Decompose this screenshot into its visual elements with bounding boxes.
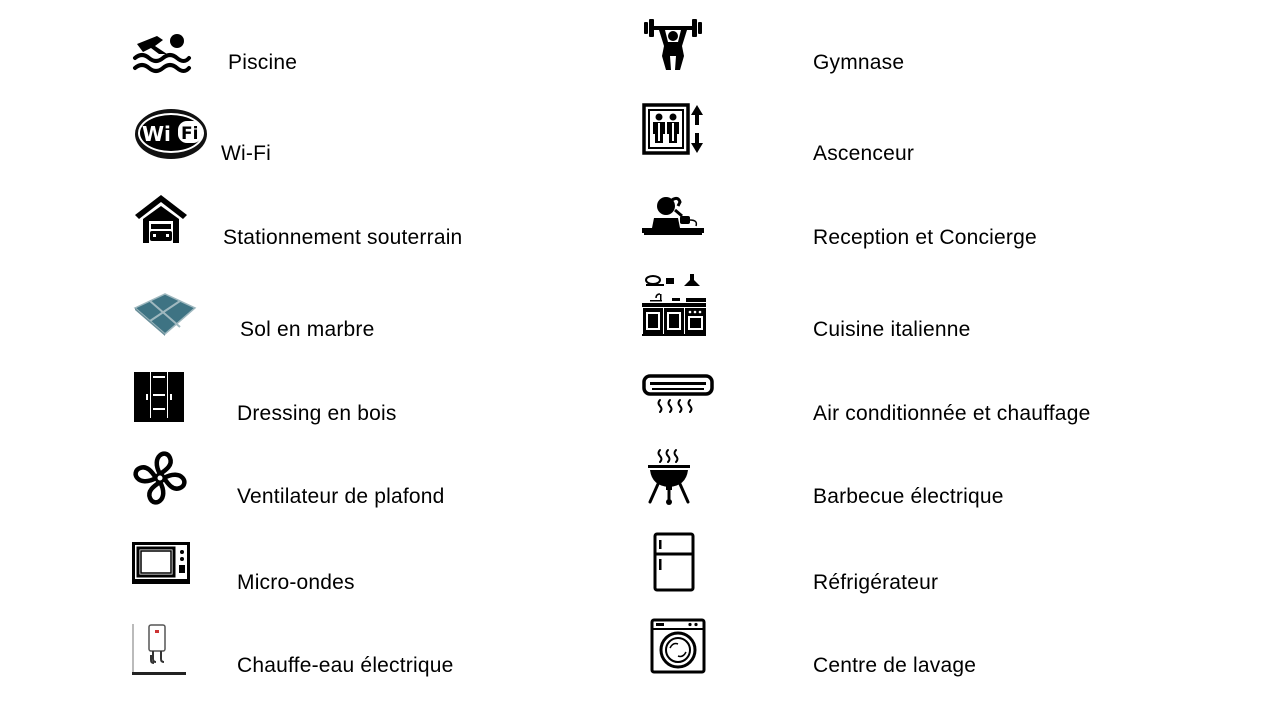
elevator-icon <box>642 103 706 155</box>
weightlifter-icon <box>642 16 704 72</box>
garage-icon <box>133 193 189 245</box>
air-conditioner-icon <box>642 374 714 416</box>
amenity-label: Réfrigérateur <box>813 571 939 594</box>
ceiling-fan-icon <box>132 450 188 506</box>
amenity-label: Stationnement souterrain <box>223 226 463 249</box>
amenity-label: Ascenceur <box>813 142 915 165</box>
amenity-label: Wi-Fi <box>221 142 271 165</box>
barbecue-icon <box>644 448 694 506</box>
amenity-label: Dressing en bois <box>237 402 397 425</box>
amenity-label: Cuisine italienne <box>813 318 971 341</box>
kitchen-icon <box>642 272 708 336</box>
amenity-label: Chauffe-eau électrique <box>237 654 454 677</box>
amenity-label: Piscine <box>228 51 298 74</box>
washing-machine-icon <box>650 618 706 674</box>
svg-text:Wi: Wi <box>142 122 171 146</box>
microwave-icon <box>132 542 190 584</box>
amenity-label: Gymnase <box>813 51 905 74</box>
amenity-label: Micro-ondes <box>237 571 355 594</box>
swimmer-icon <box>133 28 191 72</box>
amenity-label: Reception et Concierge <box>813 226 1037 249</box>
amenity-label: Centre de lavage <box>813 654 977 677</box>
amenity-label: Sol en marbre <box>240 318 375 341</box>
floor-tiles-icon <box>133 292 197 336</box>
wifi-icon <box>134 108 208 160</box>
water-heater-icon <box>131 622 187 676</box>
svg-text:Fi: Fi <box>181 124 199 144</box>
wardrobe-icon <box>133 370 185 422</box>
amenity-label: Air conditionnée et chauffage <box>813 402 1091 425</box>
amenity-label: Barbecue électrique <box>813 485 1004 508</box>
amenity-label: Ventilateur de plafond <box>237 485 445 508</box>
reception-icon <box>642 194 706 238</box>
refrigerator-icon <box>653 532 695 592</box>
